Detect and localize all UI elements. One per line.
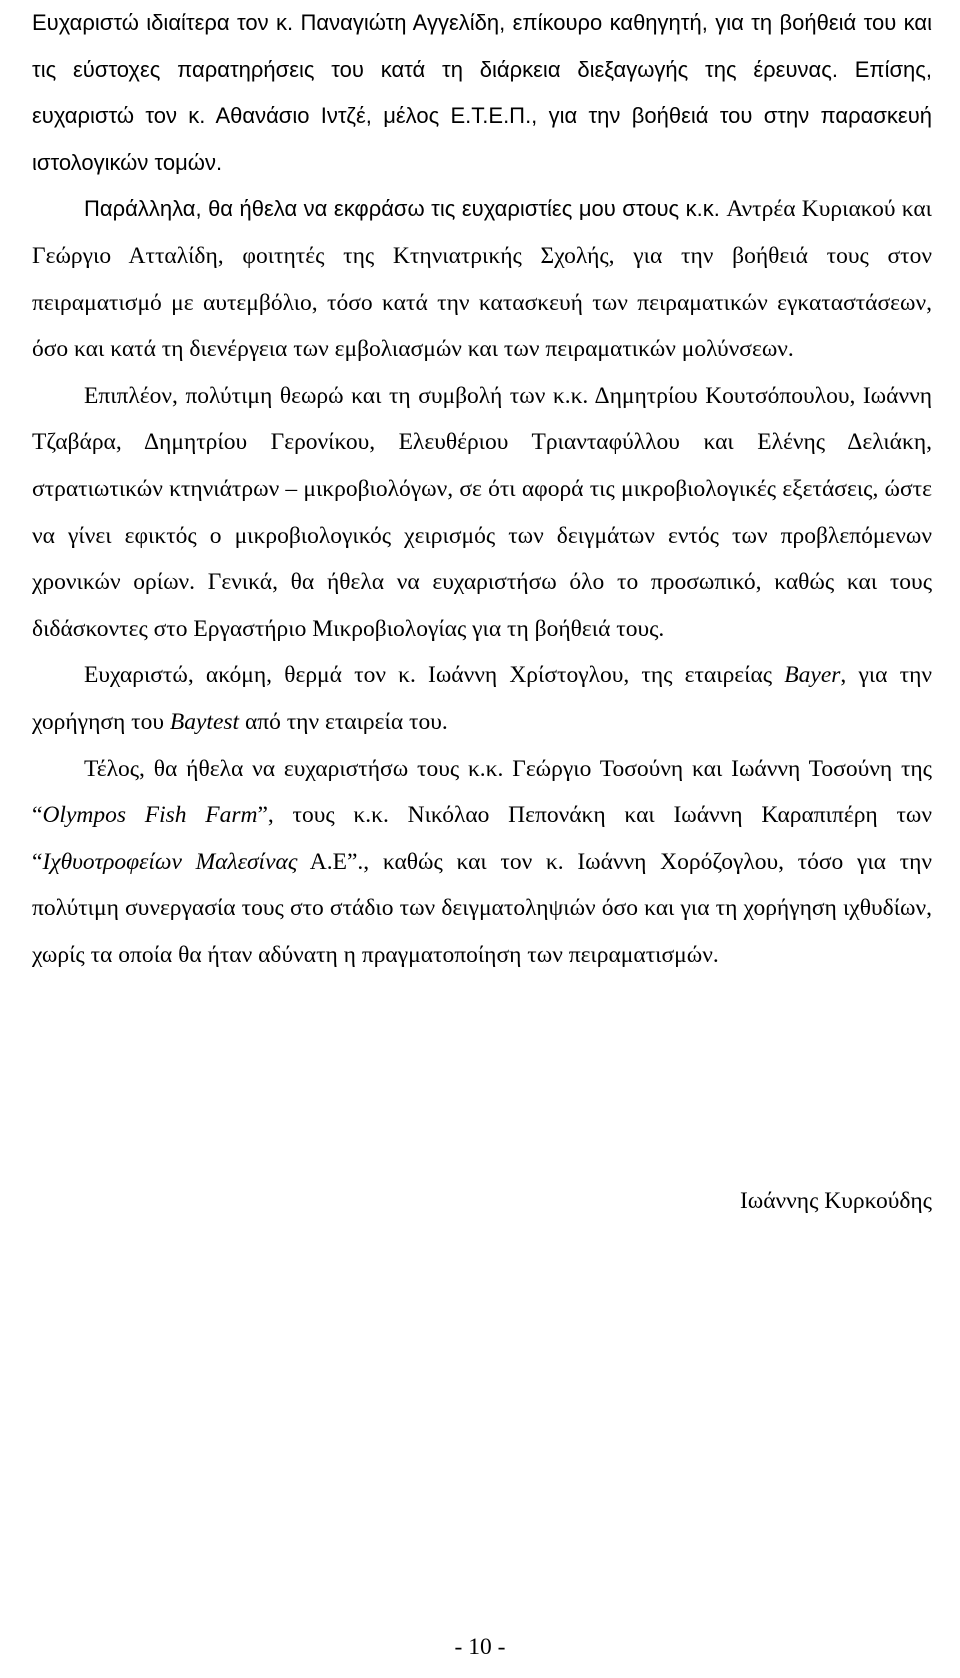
paragraph-text-serif: Αντρέα Κυριακού και Γεώργιο Ατταλίδη, φοιτητές της Κτηνιατρικής Σχολής, για την βοήθειά τους στον πειραματισμό με αυτεμβόλιο, τόσο κατά την κατασκευή των πειραματικών εγκαταστάσεων, όσο και κατά τη διενέργεια των εμβολιασμών και των πειραματικών μολύνσεων. [32,196,932,363]
paragraph-text-sans: Παράλληλα, θα ήθελα να εκφράσω τις ευχαριστίες μου στους κ.κ. [84,196,720,222]
paragraph-text: ”, τους κ.κ. Νικόλαο Πεπονάκη και Ιωάννη Καραπιπέρη των “ [32,802,933,875]
company-name-bayer: Bayer [784,662,841,689]
document-body [32,0,932,978]
company-name-olympos: Olympos Fish Farm [42,802,258,829]
paragraph-text: Τέλος, θα ήθελα να ευχαριστήσω τους κ.κ. Γεώργιο Τοσούνη και Ιωάννη Τοσούνη της “ [32,755,932,829]
company-name-malesina: Ιχθυοτροφείων Μαλεσίνας [42,848,298,875]
paragraph-text: Ευχαριστώ ιδιαίτερα τον κ. Παναγιώτη Αγγελίδη, επίκουρο καθηγητή, για τη βοήθειά του και τις εύστοχες παρατηρήσεις του κατά τη διάρκεια διεξαγωγής της έρευνας. Επίσης, ευχαριστώ τον κ. Αθανάσιο Ιντζέ, μέλος Ε.Τ.Ε.Π., για την βοήθειά του στην παρασκευή ιστολογικών τομών. [32,10,932,175]
product-name-baytest: Baytest [169,708,240,735]
paragraph-thanks-students [32,186,932,372]
paragraph-thanks-aggelidis [32,0,932,186]
paragraph-text: Ευχαριστώ, ακόμη, θερμά τον κ. Ιωάννη Χρίστογλου, της εταιρείας [84,662,785,689]
paragraph-text: από την εταιρεία του. [239,708,448,735]
author-signature: Ιωάννης Κυρκούδης [739,1188,932,1214]
paragraph-thanks-bayer [32,652,932,745]
paragraph-text: , για την χορήγηση του [32,662,932,735]
paragraph-thanks-veterinarians [32,373,932,653]
page-number: - 10 - [454,1634,506,1660]
paragraph-text: Επιπλέον, πολύτιμη θεωρώ και τη συμβολή των κ.κ. Δημητρίου Κουτσόπουλου, Ιωάννη Τζαβάρα, Δημητρίου Γερονίκου, Ελευθέριου Τριανταφύλλου και Ελένης Δελιάκη, στρατιωτικών κτηνιάτρων – μικροβιολόγων, σε ότι αφορά τις μικροβιολογικές εξετάσεις, ώστε να γίνει εφικτός ο μικροβιολογικός χειρισμός των δειγμάτων εντός των προβλεπόμενων χρονικών ορίων. Γενικά, θα ήθελα να ευχαριστήσω όλο το προσωπικό, καθώς και τους διδάσκοντες στο Εργαστήριο Μικροβιολογίας για τη βοήθειά τους. [32,382,932,642]
paragraph-thanks-fish-farms [32,746,932,979]
paragraph-text: Α.Ε”., καθώς και τον κ. Ιωάννη Χορόζογλου, τόσο για την πολύτιμη συνεργασία τους στο στάδιο των δειγματοληψιών όσο και για τη χορήγηση ιχθυδίων, χωρίς τα οποία θα ήταν αδύνατη η πραγματοποίηση των πειραματισμών. [32,848,933,968]
